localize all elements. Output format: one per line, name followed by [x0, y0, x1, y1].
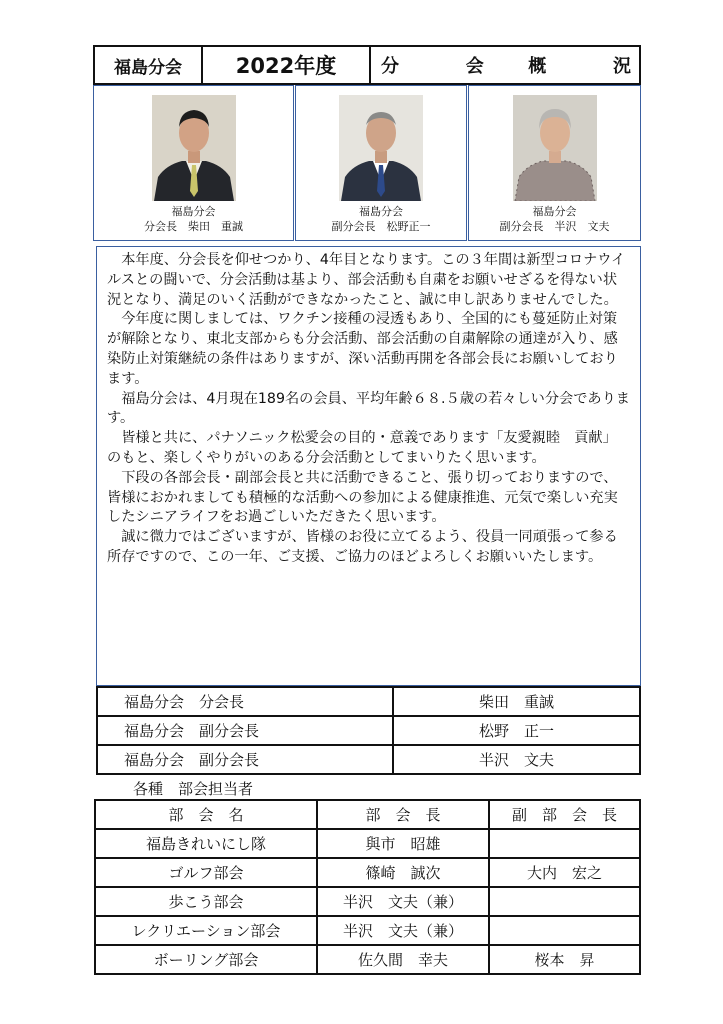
division-head: 篠崎 誠次 — [317, 858, 489, 887]
chair-message — [96, 246, 641, 686]
message-paragraph: 誠に微力ではございますが、皆様のお役に立てるよう、役員一同頑張って参る所存ですので、この一年、ご支援、ご協力のほどよろしくお願いいたします。 — [107, 529, 618, 565]
division-name: ボーリング部会 — [95, 945, 317, 974]
division-vice-head — [489, 829, 640, 858]
message-paragraph: 皆様と共に、パナソニック松愛会の目的・意義であります「友愛親睦 貢献」のもと、楽しくやりがいのある分会活動としてまいりたく思います。 — [107, 430, 617, 466]
table-row — [95, 829, 640, 858]
officer-name: 松野 正一 — [393, 716, 640, 745]
photo-card-chair — [93, 85, 294, 241]
division-name: ゴルフ部会 — [95, 858, 317, 887]
table-row — [95, 887, 640, 916]
message-paragraph: 今年度に関しましては、ワクチン接種の浸透もあり、全国的にも蔓延防止対策が解除となり、東北支部からも分会活動、部会活動の自粛解除の通達が入り、感染防止対策継続の条件はありますが、深い活動再開を各部会長にお願いしております。 — [107, 311, 618, 387]
person-portrait-icon — [152, 95, 236, 201]
table-row — [97, 716, 640, 745]
divisions-table — [94, 799, 641, 975]
officer-role: 福島分会 副分会長 — [97, 745, 393, 774]
fiscal-year: 2022年度 — [203, 47, 371, 83]
officers-table — [96, 686, 641, 775]
division-name: 歩こう部会 — [95, 887, 317, 916]
division-vice-head: 桜本 昇 — [489, 945, 640, 974]
divisions-label: 各種 部会担当者 — [133, 780, 254, 798]
title-char: 分 — [381, 56, 399, 77]
table-header-row — [95, 800, 640, 829]
table-row — [95, 945, 640, 974]
person-portrait-icon — [339, 95, 423, 201]
photo-caption: 福島分会 副分会長 松野正一 — [331, 205, 431, 233]
division-vice-head — [489, 916, 640, 945]
officer-name: 半沢 文夫 — [393, 745, 640, 774]
division-name: 福島きれいにし隊 — [95, 829, 317, 858]
table-row — [95, 858, 640, 887]
division-name: レクリエーション部会 — [95, 916, 317, 945]
report-title — [371, 47, 639, 83]
photo-caption: 福島分会 副分会長 半沢 文夫 — [499, 205, 610, 233]
title-char: 概 — [528, 56, 547, 77]
column-header: 副 部 会 長 — [489, 800, 640, 829]
message-paragraph: 下段の各部会長・副部会長と共に活動できること、張り切っておりますので、皆様におかれましても積極的な活動への参加による健康推進、元気で楽しい充実したシニアライフをお過ごしいただきたく思います。 — [107, 469, 618, 526]
officer-role: 福島分会 分会長 — [97, 687, 393, 716]
division-vice-head: 大内 宏之 — [489, 858, 640, 887]
report-header — [93, 45, 641, 85]
photo-card-vice-chair-1 — [295, 85, 467, 241]
division-vice-head — [489, 887, 640, 916]
photo-caption: 福島分会 分会長 柴田 重誠 — [144, 205, 243, 233]
title-char: 会 — [465, 56, 484, 77]
officer-name: 柴田 重誠 — [393, 687, 640, 716]
column-header: 部 会 名 — [95, 800, 317, 829]
title-char: 況 — [613, 56, 631, 77]
division-head: 半沢 文夫（兼） — [317, 916, 489, 945]
unit-name: 福島分会 — [95, 47, 203, 83]
message-paragraph: 本年度、分会長を仰せつかり、4年目となります。この３年間は新型コロナウイルスとの闘いで、分会活動は基より、部会活動も自粛をお願いせざるを得ない状況となり、満足のいく活動ができなかったこと、誠に申し訳ありませんでした。 — [107, 252, 626, 308]
table-row — [97, 745, 640, 774]
message-paragraph: 福島分会は、4月現在189名の会員、平均年齢６８.５歳の若々しい分会であります。 — [107, 390, 630, 427]
division-head: 佐久間 幸夫 — [317, 945, 489, 974]
table-row — [97, 687, 640, 716]
photo-card-vice-chair-2 — [468, 85, 641, 241]
table-row — [95, 916, 640, 945]
officer-photos — [93, 85, 641, 241]
division-head: 與市 昭雄 — [317, 829, 489, 858]
division-head: 半沢 文夫（兼） — [317, 887, 489, 916]
person-portrait-icon — [513, 95, 597, 201]
column-header: 部 会 長 — [317, 800, 489, 829]
officer-role: 福島分会 副分会長 — [97, 716, 393, 745]
